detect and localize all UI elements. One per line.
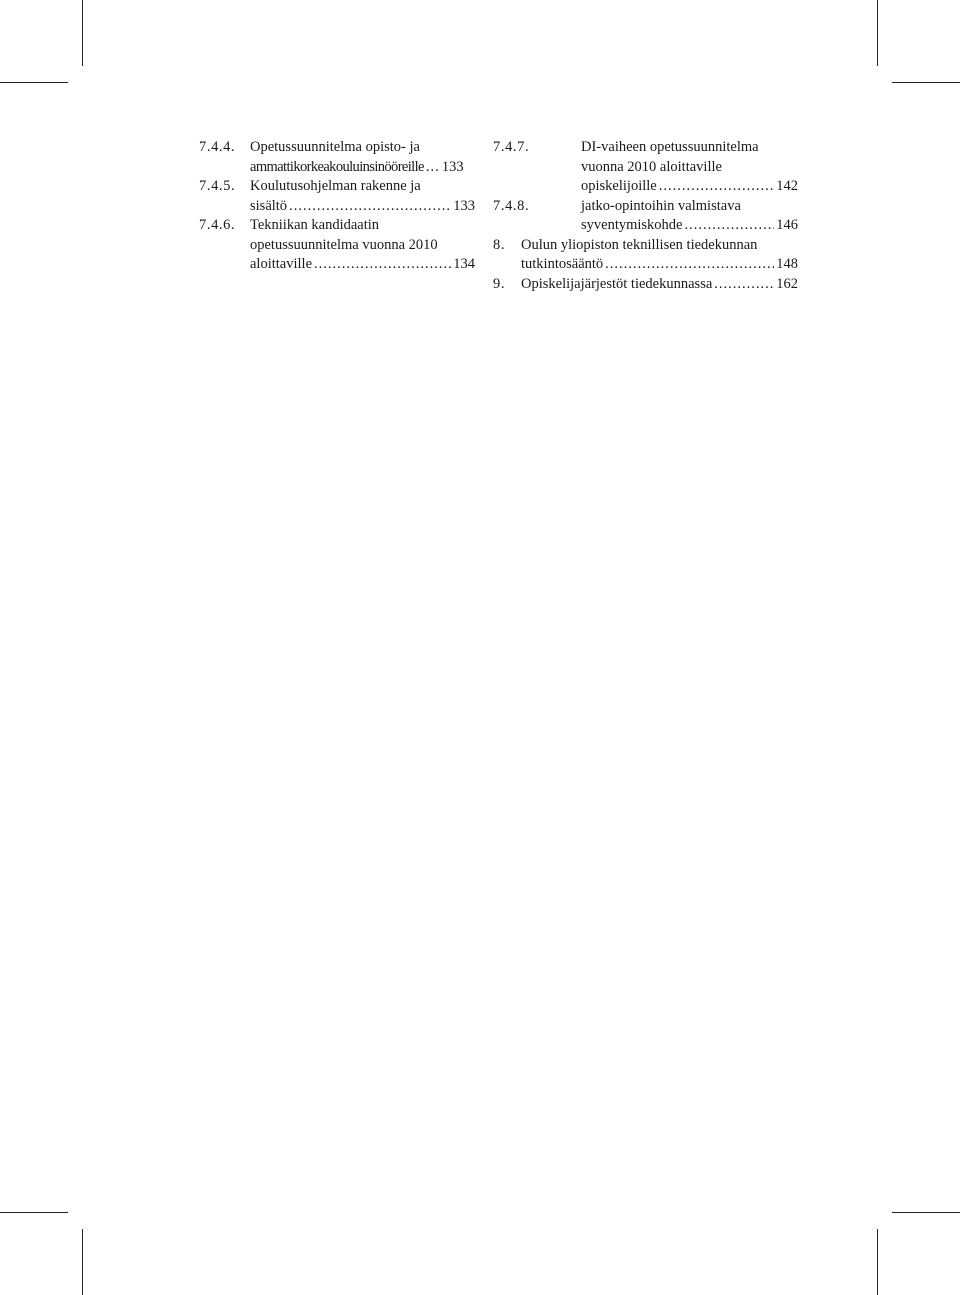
toc-entry-title-line: Tekniikan kandidaatin bbox=[250, 217, 380, 233]
crop-mark-top-right bbox=[877, 0, 878, 66]
toc-page-number: 133 bbox=[441, 158, 464, 175]
toc-leader-dots bbox=[714, 275, 774, 295]
toc-page-number: 146 bbox=[776, 217, 798, 233]
toc-entry-title-line: vuonna 2010 aloittaville bbox=[581, 158, 722, 175]
toc-entry-number: 7.4.7. bbox=[493, 139, 530, 155]
toc-entry-number: 8. bbox=[493, 236, 506, 253]
toc-leader-dots bbox=[685, 216, 775, 236]
crop-mark-bottom-left bbox=[82, 1229, 83, 1295]
toc-entry-title-line: Oulun yliopiston teknillisen tiedekunnan bbox=[521, 236, 758, 253]
toc-entry-title-line: syventymiskohde bbox=[581, 217, 683, 233]
crop-mark-right-top bbox=[892, 82, 960, 83]
toc-entry-title-line: Koulutusohjelman rakenne ja bbox=[250, 178, 421, 194]
toc-leader-dots bbox=[659, 177, 775, 197]
toc-entry-title-line: opetussuunnitelma vuonna 2010 bbox=[250, 236, 438, 253]
toc-page-number: 134 bbox=[453, 256, 475, 272]
toc-entry-number: 7.4.6. bbox=[199, 217, 236, 233]
toc-entry-title-line: Opetussuunnitelma opisto- ja bbox=[250, 139, 420, 155]
toc-entry-title-line: jatko-opintoihin valmistava bbox=[581, 197, 741, 214]
toc-right-column bbox=[493, 138, 798, 294]
toc-entry-7-4-4[interactable] bbox=[199, 138, 475, 177]
toc-page-number: 148 bbox=[776, 256, 798, 272]
toc-entry-number: 7.4.5. bbox=[199, 178, 236, 194]
toc-entry-number: 7.4.8. bbox=[493, 197, 530, 214]
toc-entry-8[interactable] bbox=[493, 236, 798, 275]
toc-entry-title-line: sisältö bbox=[250, 197, 288, 214]
toc-entry-7-4-7[interactable] bbox=[493, 138, 798, 197]
toc-entry-title-line: ammattikorkeakouluinsinööreille bbox=[250, 158, 424, 175]
toc-leader-dots bbox=[426, 158, 440, 178]
crop-mark-left-bottom bbox=[0, 1212, 68, 1213]
crop-mark-bottom-right bbox=[877, 1229, 878, 1295]
toc-page-number: 162 bbox=[776, 275, 798, 292]
toc-entry-title-line: tutkintosääntö bbox=[521, 256, 604, 272]
toc-entry-7-4-5[interactable] bbox=[199, 177, 475, 216]
toc-entry-number: 7.4.4. bbox=[199, 139, 236, 155]
toc-entry-title-line: aloittaville bbox=[250, 256, 313, 272]
toc-entry-7-4-8[interactable] bbox=[493, 197, 798, 236]
toc-entry-7-4-6[interactable] bbox=[199, 216, 475, 275]
toc-entry-number: 9. bbox=[493, 275, 506, 292]
crop-mark-left-top bbox=[0, 82, 68, 83]
toc-leader-dots bbox=[289, 197, 451, 217]
toc-entry-title-line: Opiskelijajärjestöt tiedekunnassa bbox=[521, 275, 713, 292]
crop-mark-right-bottom bbox=[892, 1212, 960, 1213]
toc-leader-dots bbox=[314, 255, 451, 275]
toc-entry-title-line: DI-vaiheen opetussuunnitelma bbox=[581, 139, 759, 155]
toc-entry-9[interactable] bbox=[493, 275, 798, 295]
toc-leader-dots bbox=[605, 255, 774, 275]
toc-entry-title-line: opiskelijoille bbox=[581, 178, 657, 194]
toc-left-column bbox=[199, 138, 475, 275]
crop-mark-top-left bbox=[82, 0, 83, 66]
toc-page-number: 133 bbox=[453, 197, 475, 214]
toc-page-number: 142 bbox=[776, 178, 798, 194]
